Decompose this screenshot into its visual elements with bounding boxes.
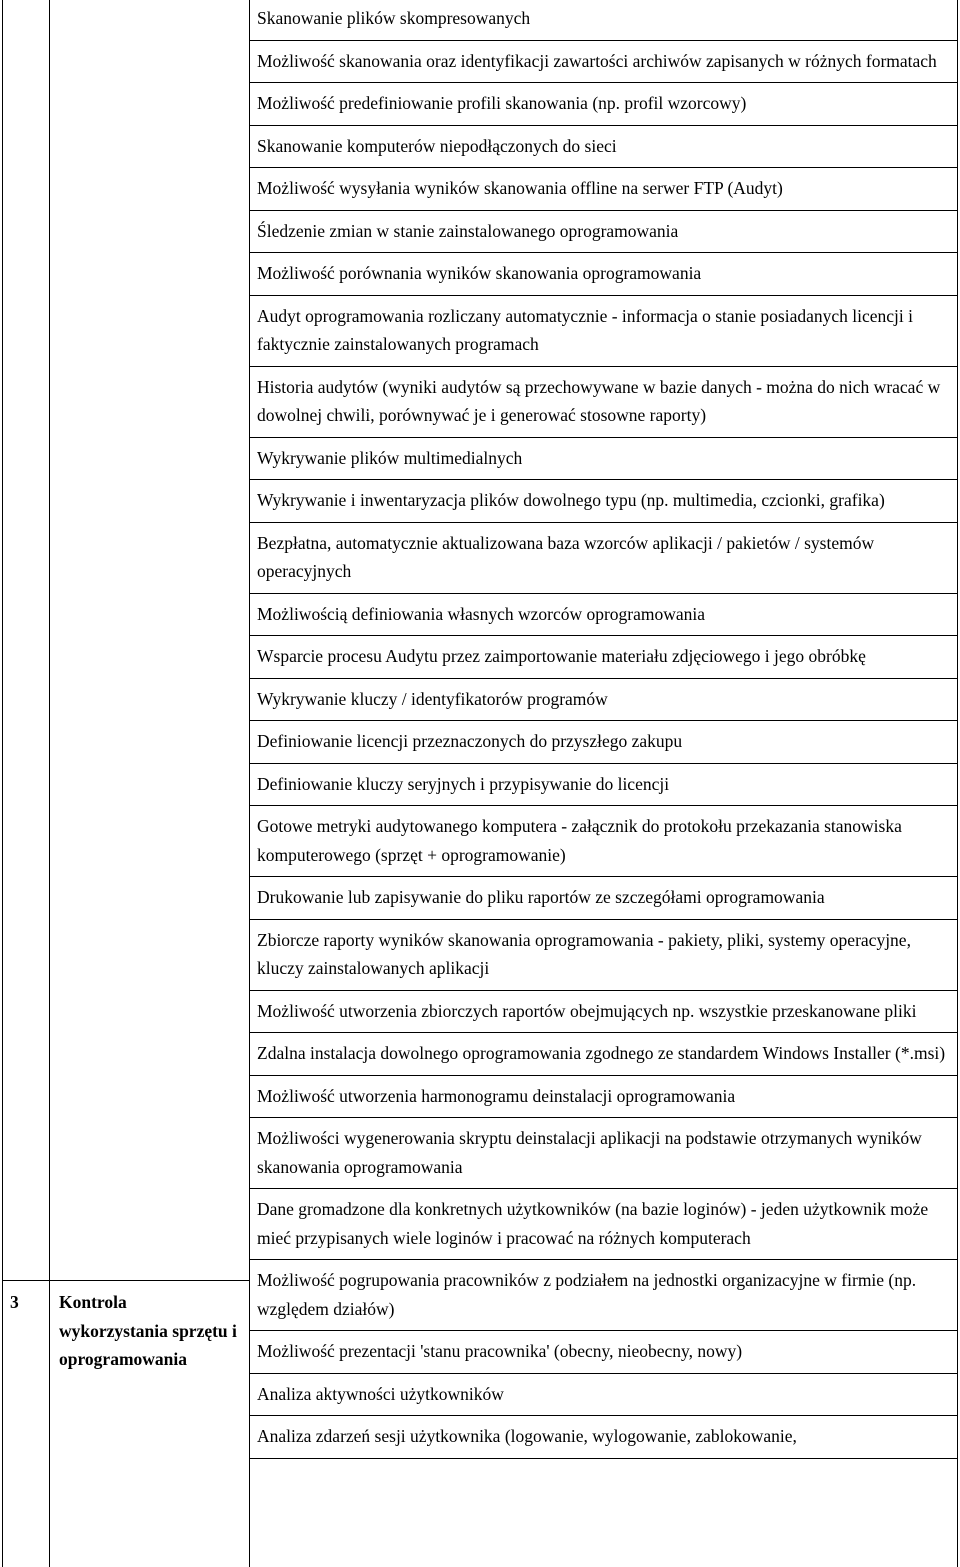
group-separator — [2, 1280, 250, 1281]
feature-row — [250, 41, 958, 84]
feature-row — [250, 523, 958, 594]
feature-text: Definiowanie licencji przeznaczonych do przyszłego zakupu — [257, 731, 683, 751]
feature-text: Śledzenie zmian w stanie zainstalowanego oprogramowania — [257, 220, 679, 241]
feature-text: Definiowanie kluczy seryjnych i przypisywanie do licencji — [257, 773, 670, 794]
feature-row — [250, 253, 958, 296]
feature-row — [250, 679, 958, 722]
feature-text: Bezpłatna, automatycznie aktualizowana baza wzorców aplikacji / pakietów / systemów operacyjnych — [257, 532, 875, 581]
feature-row — [250, 1374, 958, 1417]
feature-text: Możliwość utworzenia harmonogramu deinstalacji oprogramowania — [257, 1085, 736, 1106]
feature-text: Skanowanie plików skompresowanych — [257, 8, 531, 28]
feature-text: Drukowanie lub zapisywanie do pliku raportów ze szczegółami oprogramowania — [257, 887, 825, 907]
feature-text: Dane gromadzone dla konkretnych użytkowników (na bazie loginów) - jeden użytkownik może mieć przypisanych wiele loginów i pracować na różnych komputerach — [257, 1199, 929, 1248]
feature-row — [250, 126, 958, 169]
feature-text: Zbiorcze raporty wyników skanowania oprogramowania - pakiety, pliki, systemy operacyjne, kluczy zainstalowanych aplikacji — [257, 929, 911, 978]
feature-row — [250, 211, 958, 254]
group-number: 3 — [10, 1292, 19, 1312]
feature-row — [250, 764, 958, 807]
feature-text: Możliwości wygenerowania skryptu deinstalacji aplikacji na podstawie otrzymanych wyników skanowania oprogramowania — [257, 1128, 922, 1177]
feature-row — [250, 367, 958, 438]
feature-row — [250, 296, 958, 367]
feature-text: Wsparcie procesu Audytu przez zaimportowanie materiału zdjęciowego i jego obróbkę — [257, 646, 866, 666]
feature-row — [250, 438, 958, 481]
feature-row — [250, 721, 958, 764]
feature-row — [250, 594, 958, 637]
feature-text: Możliwość skanowania oraz identyfikacji zawartości archiwów zapisanych w różnych formatach — [257, 50, 937, 71]
feature-text: Historia audytów (wyniki audytów są przechowywane w bazie danych - można do nich wracać w dowolnej chwili, porównywać je i generować stosowne raporty) — [257, 376, 941, 425]
feature-text: Możliwość utworzenia zbiorczych raportów obejmujących np. wszystkie przeskanowane pliki — [257, 1000, 917, 1021]
feature-text: Możliwość wysyłania wyników skanowania offline na serwer FTP (Audyt) — [257, 178, 783, 198]
feature-text: Możliwość predefiniowanie profili skanowania (np. profil wzorcowy) — [257, 93, 747, 113]
feature-text: Gotowe metryki audytowanego komputera - załącznik do protokołu przekazania stanowiska komputerowego (sprzęt + oprogramowanie) — [257, 816, 902, 865]
feature-text: Wykrywanie i inwentaryzacja plików dowolnego typu (np. multimedia, czcionki, grafika) — [257, 490, 885, 510]
feature-list — [250, 0, 958, 1459]
table-border-num-col — [49, 0, 50, 1567]
feature-row — [250, 806, 958, 877]
feature-row — [250, 0, 958, 41]
feature-text: Wykrywanie kluczy / identyfikatorów programów — [257, 688, 608, 709]
feature-row — [250, 1118, 958, 1189]
feature-text: Możliwość prezentacji 'stanu pracownika' (obecny, nieobecny, nowy) — [257, 1341, 743, 1361]
table-border-left — [2, 0, 3, 1567]
feature-row — [250, 1189, 958, 1260]
feature-text: Analiza aktywności użytkowników — [257, 1383, 504, 1404]
feature-text: Skanowanie komputerów niepodłączonych do sieci — [257, 135, 617, 156]
feature-row — [250, 1260, 958, 1331]
feature-row — [250, 636, 958, 679]
feature-row — [250, 1416, 958, 1459]
feature-row — [250, 168, 958, 211]
feature-text: Możliwością definiowania własnych wzorców oprogramowania — [257, 603, 706, 624]
feature-row — [250, 1331, 958, 1374]
feature-row — [250, 83, 958, 126]
group-title: Kontrola wykorzystania sprzętu i oprogramowania — [59, 1292, 237, 1369]
feature-text: Możliwość pogrupowania pracowników z podziałem na jednostki organizacyjne w firmie (np. względem działów) — [257, 1270, 917, 1319]
feature-text: Analiza zdarzeń sesji użytkownika (logowanie, wylogowanie, zablokowanie, — [257, 1426, 797, 1446]
feature-text: Audyt oprogramowania rozliczany automatycznie - informacja o stanie posiadanych licencji i faktycznie zainstalowanych programach — [257, 305, 914, 354]
feature-text: Wykrywanie plików multimedialnych — [257, 447, 523, 468]
feature-row — [250, 1033, 958, 1076]
feature-row — [250, 877, 958, 920]
feature-text: Zdalna instalacja dowolnego oprogramowania zgodnego ze standardem Windows Installer (*.msi) — [257, 1043, 946, 1063]
feature-row — [250, 480, 958, 523]
feature-row — [250, 991, 958, 1034]
feature-text: Możliwość porównania wyników skanowania oprogramowania — [257, 263, 702, 283]
feature-row — [250, 1076, 958, 1119]
feature-row — [250, 920, 958, 991]
